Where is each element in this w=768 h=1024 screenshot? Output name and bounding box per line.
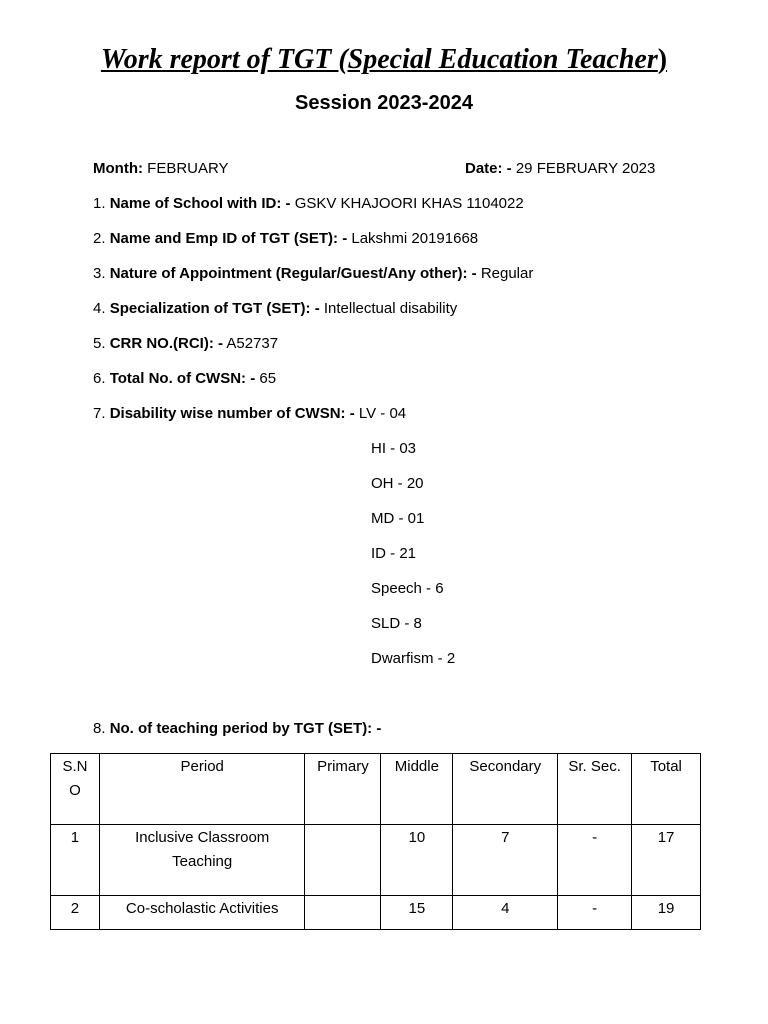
disability-count: SLD - 8 [371, 615, 422, 632]
date-label: Date: - [465, 160, 512, 177]
header-primary: Primary [305, 754, 381, 825]
title-close-paren: ) [657, 44, 668, 75]
cell-middle: 10 [381, 825, 453, 896]
item-value: GSKV KHAJOORI KHAS 1104022 [294, 195, 524, 212]
cell-primary [305, 825, 381, 896]
title-text: Work report of TGT (Special Education Teacher [100, 44, 658, 75]
disability-count: HI - 03 [371, 440, 417, 457]
item-number: 4. [93, 300, 106, 317]
cell-sno: 2 [51, 896, 100, 930]
disability-count: MD - 01 [371, 510, 425, 527]
header-middle: Middle [381, 754, 453, 825]
item-label: Name and Emp ID of TGT (SET): - [109, 230, 348, 247]
item-label: Specialization of TGT (SET): - [109, 300, 320, 317]
disability-count: Dwarfism - 2 [371, 650, 456, 667]
header-period: Period [99, 754, 305, 825]
item-appointment [93, 264, 533, 284]
item-label: Nature of Appointment (Regular/Guest/Any other): - [109, 265, 477, 282]
header-total: Total [632, 754, 701, 825]
month-line [93, 159, 229, 179]
header-secondary: Secondary [453, 754, 558, 825]
page-title [0, 40, 768, 80]
header-sr-sec: Sr. Sec. [558, 754, 632, 825]
month-label: Month: [93, 160, 143, 177]
cell-total: 17 [632, 825, 701, 896]
month-value: FEBRUARY [147, 160, 229, 177]
item-name-emp-id [93, 229, 478, 249]
cell-sr-sec: - [558, 896, 632, 930]
cell-period: Inclusive Classroom Teaching [99, 825, 305, 896]
item-value: LV - 04 [358, 405, 407, 422]
table-header-row [51, 754, 701, 825]
item-teaching-periods [93, 719, 381, 739]
item-label: CRR NO.(RCI): - [109, 335, 224, 352]
cell-sno: 1 [51, 825, 100, 896]
header-sno: S.N O [51, 754, 100, 825]
table-row [51, 825, 701, 896]
item-school [93, 194, 524, 214]
item-value: Regular [480, 265, 534, 282]
date-line [465, 159, 655, 179]
teaching-period-table [50, 753, 701, 930]
item-label: No. of teaching period by TGT (SET): - [109, 720, 382, 737]
item-number: 8. [93, 720, 106, 737]
disability-count: Speech - 6 [371, 580, 444, 597]
item-number: 7. [93, 405, 106, 422]
item-label: Total No. of CWSN: - [109, 370, 256, 387]
item-value: Intellectual disability [323, 300, 458, 317]
disability-count: OH - 20 [371, 475, 424, 492]
item-number: 2. [93, 230, 106, 247]
cell-primary [305, 896, 381, 930]
cell-sr-sec: - [558, 825, 632, 896]
item-number: 3. [93, 265, 106, 282]
table-row [51, 896, 701, 930]
date-value: 29 FEBRUARY 2023 [515, 160, 656, 177]
item-number: 6. [93, 370, 106, 387]
item-number: 5. [93, 335, 106, 352]
item-label: Disability wise number of CWSN: - [109, 405, 355, 422]
item-number: 1. [93, 195, 106, 212]
cell-secondary: 7 [453, 825, 558, 896]
cell-period: Co-scholastic Activities [99, 896, 305, 930]
item-specialization [93, 299, 457, 319]
item-value: Lakshmi 20191668 [351, 230, 479, 247]
item-total-cwsn [93, 369, 276, 389]
disability-count: ID - 21 [371, 545, 417, 562]
item-label: Name of School with ID: - [109, 195, 291, 212]
cell-middle: 15 [381, 896, 453, 930]
cell-secondary: 4 [453, 896, 558, 930]
item-crr-no [93, 334, 278, 354]
item-value: A52737 [226, 335, 279, 352]
cell-total: 19 [632, 896, 701, 930]
session-heading: Session 2023-2024 [295, 92, 473, 114]
item-disability-wise [93, 404, 406, 424]
item-value: 65 [259, 370, 277, 387]
